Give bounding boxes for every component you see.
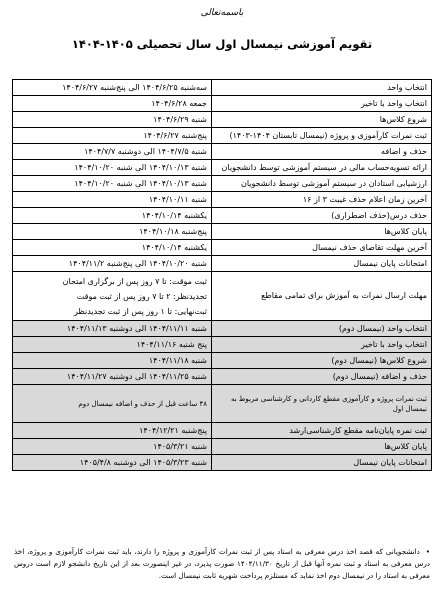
event-cell: انتخاب واحد (نیمسال دوم) (212, 321, 432, 337)
date-line: تجدیدنظر: ۲ تا ۷ روز پس از ثبت موقت (76, 291, 207, 301)
event-cell: آخرین زمان اعلام حذف غیبت ۳ از ۱۶ (212, 192, 432, 208)
date-cell: شنبه ۱۴۰۵/۳/۲۳ الی دوشنبه ۱۴۰۵/۴/۸ (13, 455, 212, 471)
calendar-row (13, 80, 432, 96)
calendar-row (13, 144, 432, 160)
event-cell: ثبت نمرات پروژه و کارآموزی مقطع کاردانی و کارشناسی مربوط به نیمسال اول (212, 385, 432, 423)
calendar-row (13, 423, 432, 439)
event-cell: امتحانات پایان نیمسال (212, 455, 432, 471)
calendar-row (13, 439, 432, 455)
date-cell: شنبه ۱۴۰۴/۱۰/۱۳ الی شنبه ۱۴۰۴/۱۰/۲۰ (13, 160, 212, 176)
date-cell: شنبه ۱۴۰۴/۱۰/۲۰ الی پنج‌شنبه ۱۴۰۴/۱۱/۲ (13, 256, 212, 272)
event-cell: حذف درس(حذف اضطراری) (212, 208, 432, 224)
event-cell: ارائه تسویه‌حساب مالی در سیستم آموزشی توسط دانشجویان (212, 160, 432, 176)
calendar-row (13, 455, 432, 471)
basmala-heading: باسمه‌تعالی (200, 8, 244, 18)
date-cell: شنبه ۱۴۰۴/۱۰/۱۱ (13, 192, 212, 208)
calendar-row (13, 240, 432, 256)
date-cell: سه‌شنبه ۱۴۰۴/۶/۲۵ الی پنج‌شنبه ۱۴۰۴/۶/۲۷ (13, 80, 212, 96)
event-cell: مهلت ارسال نمرات به آموزش برای تمامی مقاطع (212, 272, 432, 321)
date-cell: یکشنبه ۱۴۰۴/۱۰/۱۴ (13, 240, 212, 256)
event-cell: انتخاب واحد (212, 80, 432, 96)
calendar-row (13, 160, 432, 176)
date-cell: پنج‌شنبه ۱۴۰۴/۶/۲۷ (13, 128, 212, 144)
event-cell: ثبت نمره پایان‌نامه مقطع کارشناسی‌ارشد (212, 423, 432, 439)
calendar-row (13, 337, 432, 353)
event-cell: شروع کلاس‌ها (نیمسال دوم) (212, 353, 432, 369)
event-cell: پایان کلاس‌ها (212, 439, 432, 455)
date-cell: پنج‌شنبه ۱۴۰۴/۱۰/۱۸ (13, 224, 212, 240)
event-cell: ارزشیابی استادان در سیستم آموزشی توسط دانشجویان (212, 176, 432, 192)
calendar-row (13, 369, 432, 385)
date-cell: ۴۸ ساعت قبل از حذف و اضافه نیمسال دوم (13, 385, 212, 423)
event-cell: آخرین مهلت تقاضای حذف نیمسال (212, 240, 432, 256)
date-cell (13, 272, 212, 321)
event-cell: انتخاب واحد با تاخیر (212, 96, 432, 112)
date-cell: شنبه ۱۴۰۴/۱۱/۱۱ الی دوشنبه ۱۴۰۴/۱۱/۱۳ (13, 321, 212, 337)
calendar-row (13, 112, 432, 128)
event-cell: حذف و اضافه (نیمسال دوم) (212, 369, 432, 385)
footnote-text: دانشجویانی که قصد اخذ درس معرفی به استاد پس از ثبت نمرات کارآموزی و پروژه را دارند، باید ثبت نمرات کارآموزی و پروژه، اخذ درس معرفی به استاد و ثبت نمره آنها قبل از تاریخ ۱۴۰۴/۱۱/۳۰ صورت پذیرد، در غیر اینصورت بعد از این تاریخ دانشجو لازم است دروس معرفی به استاد را در نیمسال دوم اخذ نماید که مستلزم پرداخت شهریه ثابت نیمسال است. (14, 547, 431, 580)
event-cell: انتخاب واحد با تاخیر (212, 337, 432, 353)
date-cell: شنبه ۱۴۰۴/۱۱/۱۸ (13, 353, 212, 369)
calendar-row (13, 353, 432, 369)
date-cell: شنبه ۱۴۰۴/۱۱/۲۵ الی دوشنبه ۱۴۰۴/۱۱/۲۷ (13, 369, 212, 385)
calendar-row (13, 321, 432, 337)
event-cell: امتحانات پایان نیمسال (212, 256, 432, 272)
date-cell: پنج شنبه ۱۴۰۴/۱۱/۱۶ (13, 337, 212, 353)
calendar-row (13, 128, 432, 144)
event-cell: ثبت نمرات کارآموزی و پروژه (نیمسال تابستان ۱۴۰۴-۱۴۰۳) (212, 128, 432, 144)
date-cell: شنبه ۱۴۰۴/۶/۲۹ (13, 112, 212, 128)
calendar-row (13, 256, 432, 272)
date-cell: یکشنبه ۱۴۰۴/۱۰/۱۴ (13, 208, 212, 224)
event-cell: حذف و اضافه (212, 144, 432, 160)
date-cell: شنبه ۱۴۰۴/۱۰/۱۳ الی شنبه ۱۴۰۴/۱۰/۲۰ (13, 176, 212, 192)
calendar-row (13, 176, 432, 192)
date-cell: پنج‌شنبه ۱۴۰۴/۱۲/۲۱ (13, 423, 212, 439)
calendar-row (13, 272, 432, 321)
calendar-row (13, 96, 432, 112)
calendar-row (13, 224, 432, 240)
date-line: ثبت موقت: تا ۷ روز پس از برگزاری امتحان (62, 276, 207, 286)
calendar-row (13, 208, 432, 224)
calendar-table-body (13, 80, 432, 471)
academic-calendar-table (12, 79, 432, 471)
footnote (14, 546, 430, 582)
calendar-row (13, 385, 432, 423)
date-cell: شنبه ۱۴۰۵/۳/۲۱ (13, 439, 212, 455)
page-title: تقویم آموزشی نیمسال اول سال تحصیلی ۱۴۰۵-۱۴۰۴ (71, 37, 373, 51)
date-line: ثبت‌نهایی: تا ۱ روز پس از ثبت تجدیدنظر (73, 306, 207, 316)
calendar-row (13, 192, 432, 208)
footnote-bullet: • (425, 547, 430, 556)
event-cell: شروع کلاس‌ها (212, 112, 432, 128)
event-cell: پایان کلاس‌ها (212, 224, 432, 240)
date-cell: جمعه ۱۴۰۴/۶/۲۸ (13, 96, 212, 112)
date-cell: شنبه ۱۴۰۴/۷/۵ الی دوشنبه ۱۴۰۴/۷/۷ (13, 144, 212, 160)
